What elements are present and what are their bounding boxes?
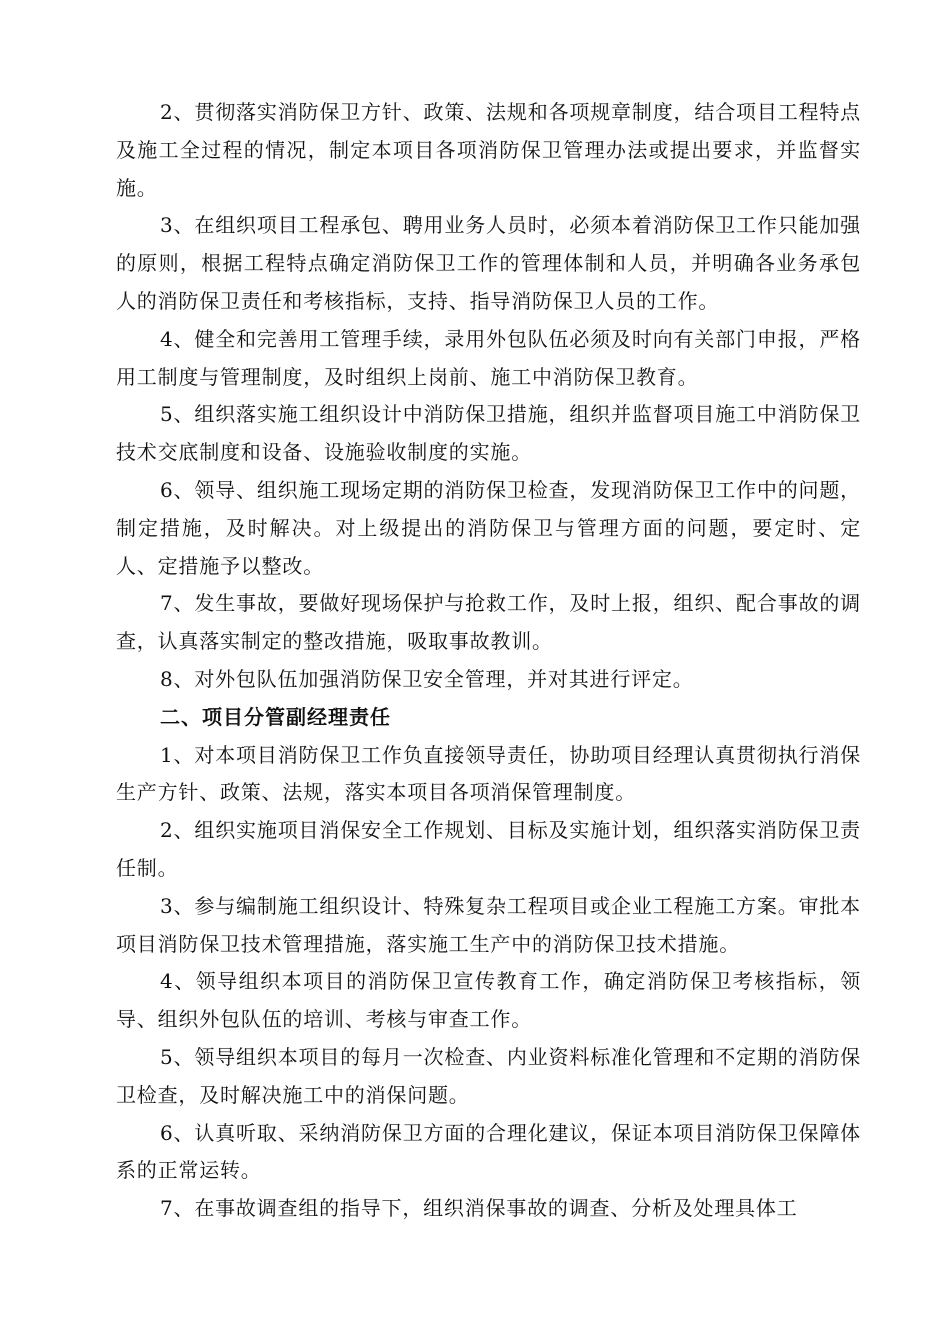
paragraph-deputy-3: 3、参与编制施工组织设计、特殊复杂工程项目或企业工程施工方案。审批本项目消防保卫技术管理措施，落实施工生产中的消防保卫技术措施。 (116, 893, 861, 956)
paragraph-pm-4: 4、健全和完善用工管理手续，录用外包队伍必须及时向有关部门申报，严格用工制度与管理制度，及时组织上岗前、施工中消防保卫教育。 (116, 326, 861, 389)
paragraph-pm-2: 2、贯彻落实消防保卫方针、政策、法规和各项规章制度，结合项目工程特点及施工全过程的情况，制定本项目各项消防保卫管理办法或提出要求，并监督实施。 (116, 100, 861, 200)
section-heading: 二、项目分管副经理责任 (160, 704, 391, 729)
paragraph-deputy-5: 5、领导组织本项目的每月一次检查、内业资料标准化管理和不定期的消防保卫检查，及时解决施工中的消保问题。 (116, 1044, 861, 1107)
paragraph-pm-6: 6、领导、组织施工现场定期的消防保卫检查，发现消防保卫工作中的问题，制定措施，及时解决。对上级提出的消防保卫与管理方面的问题，要定时、定人、定措施予以整改。 (116, 477, 861, 578)
paragraph-pm-7: 7、发生事故，要做好现场保护与抢救工作，及时上报，组织、配合事故的调查，认真落实制定的整改措施，吸取事故教训。 (116, 591, 861, 654)
paragraph-deputy-4: 4、领导组织本项目的消防保卫宣传教育工作，确定消防保卫考核指标，领导、组织外包队伍的培训、考核与审查工作。 (116, 969, 861, 1032)
document-body (116, 94, 861, 1228)
paragraph-pm-5: 5、组织落实施工组织设计中消防保卫措施，组织并监督项目施工中消防保卫技术交底制度和设备、设施验收制度的实施。 (116, 402, 861, 465)
paragraph-deputy-1: 1、对本项目消防保卫工作负直接领导责任，协助项目经理认真贯彻执行消保生产方针、政策、法规，落实本项目各项消保管理制度。 (116, 742, 861, 805)
paragraph-pm-8: 8、对外包队伍加强消防保卫安全管理，并对其进行评定。 (160, 666, 694, 691)
paragraph-deputy-2: 2、组织实施项目消保安全工作规划、目标及实施计划，组织落实消防保卫责任制。 (116, 818, 861, 880)
paragraph-deputy-7: 7、在事故调查组的指导下，组织消保事故的调查、分析及处理具体工 (160, 1196, 798, 1221)
paragraph-deputy-6: 6、认真听取、采纳消防保卫方面的合理化建议，保证本项目消防保卫保障体系的正常运转。 (116, 1120, 861, 1183)
paragraph-pm-3: 3、在组织项目工程承包、聘用业务人员时，必须本着消防保卫工作只能加强的原则，根据工程特点确定消防保卫工作的管理体制和人员，并明确各业务承包人的消防保卫责任和考核指标，支持、指导消防保卫人员的工作。 (116, 213, 861, 313)
